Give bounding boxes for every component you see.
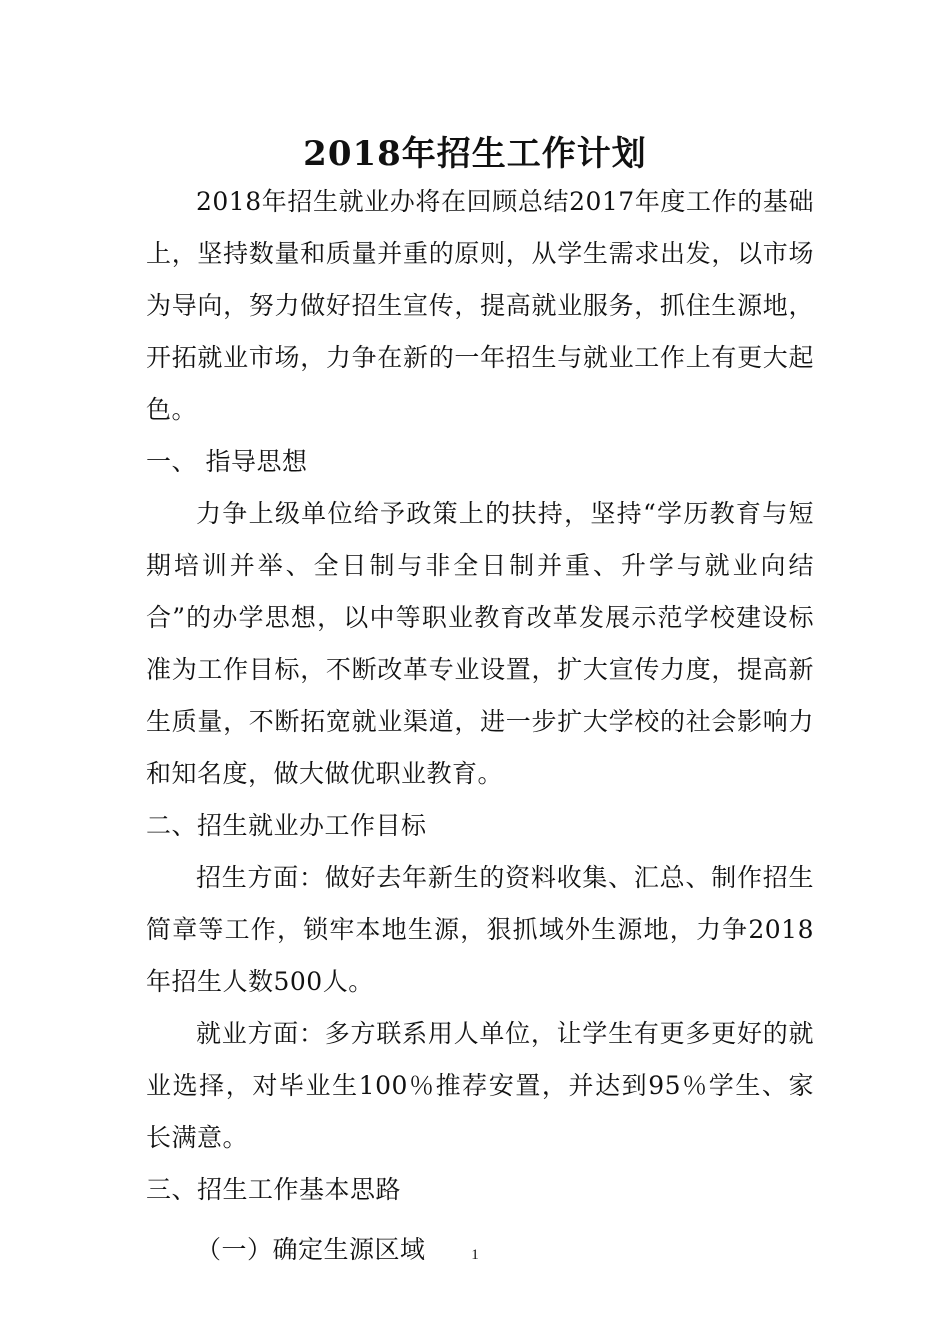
page-number: 1	[471, 1247, 479, 1263]
section-1-paragraph: 力争上级单位给予政策上的扶持，坚持“学历教育与短期培训并举、全日制与非全日制并重、升学与就业向结合”的办学思想，以中等职业教育改革发展示范学校建设标准为工作目标，不断改革专业设置，扩大宣传力度，提高新生质量，不断拓宽就业渠道，进一步扩大学校的社会影响力和知名度，做大做优职业教育。	[146, 499, 814, 788]
intro-paragraph: 2018年招生就业办将在回顾总结2017年度工作的基础上，坚持数量和质量并重的原则，从学生需求出发，以市场为导向，努力做好招生宣传，提高就业服务，抓住生源地，开拓就业市场，力争在新的一年招生与就业工作上有更大起色。	[146, 187, 814, 424]
document-body	[146, 176, 814, 1276]
section-3-heading: 三、招生工作基本思路	[146, 1175, 402, 1204]
section-1-heading: 一、 指导思想	[146, 447, 308, 476]
section-2-paragraph-enrollment: 招生方面：做好去年新生的资料收集、汇总、制作招生简章等工作，锁牢本地生源，狠抓域外生源地，力争2018年招生人数500人。	[146, 863, 814, 996]
section-2-heading: 二、招生就业办工作目标	[146, 811, 427, 840]
section-2-paragraph-employment: 就业方面：多方联系用人单位，让学生有更多更好的就业选择，对毕业生100％推荐安置，并达到95％学生、家长满意。	[146, 1019, 814, 1152]
document-title: 2018年招生工作计划	[303, 134, 647, 174]
section-3-subheading: （一）确定生源区域	[196, 1235, 426, 1264]
